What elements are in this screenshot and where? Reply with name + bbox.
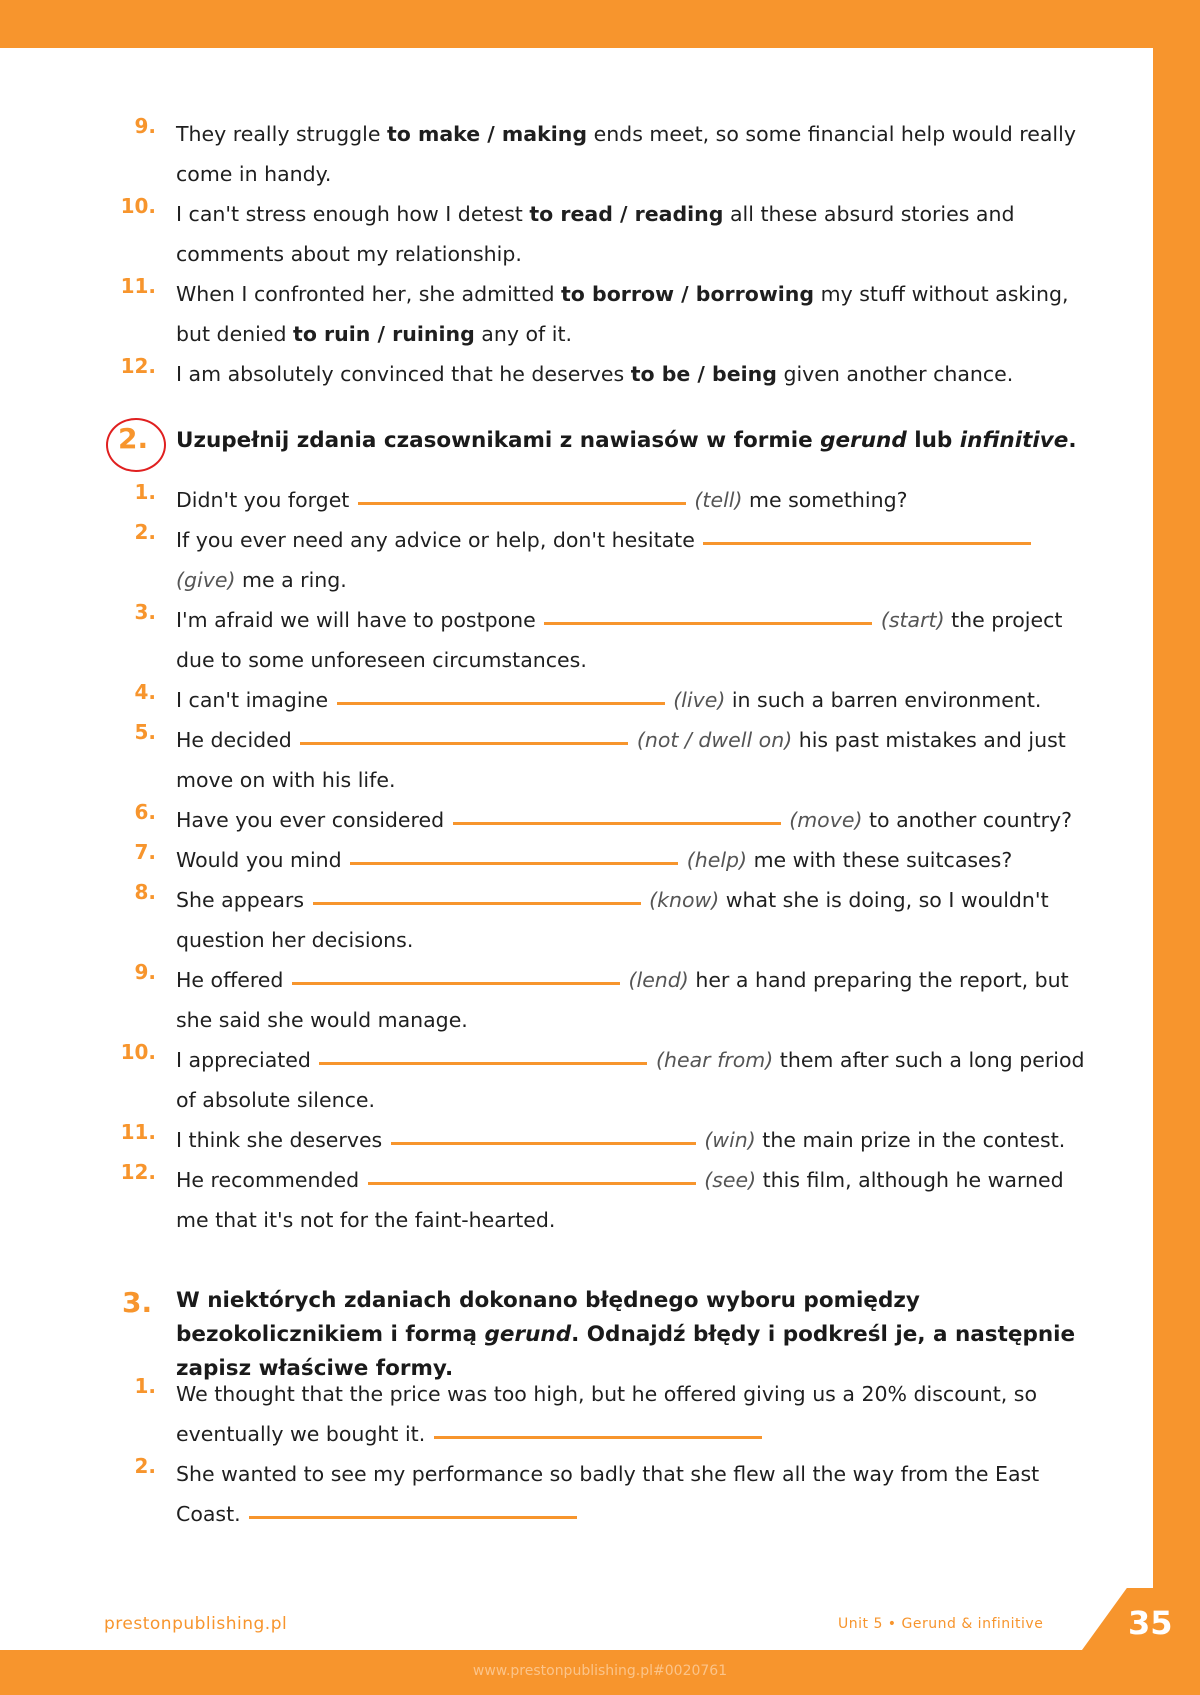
list-item xyxy=(0,1040,1153,1120)
answer-blank[interactable] xyxy=(434,1434,762,1439)
answer-blank[interactable] xyxy=(350,860,678,865)
answer-blank[interactable] xyxy=(391,1140,696,1145)
item-number: 1. xyxy=(134,1374,156,1398)
list-item xyxy=(0,1454,1153,1534)
sentence: I think she deserves (win) the main prize in the contest. xyxy=(176,1128,1066,1152)
item-number: 8. xyxy=(134,880,156,904)
answer-blank[interactable] xyxy=(368,1180,696,1185)
exercise1-list xyxy=(0,114,1153,394)
list-item xyxy=(0,1120,1153,1160)
item-number: 12. xyxy=(120,354,156,378)
sentence: We thought that the price was too high, but he offered giving us a 20% discount, so eventually we bought it. xyxy=(176,1382,1038,1446)
exercise-number: 3. xyxy=(122,1286,153,1319)
item-number: 9. xyxy=(134,960,156,984)
sentence: She wanted to see my performance so badly that she flew all the way from the East Coast. xyxy=(176,1462,1040,1526)
page-number: 35 xyxy=(1128,1604,1173,1642)
list-item xyxy=(0,680,1153,720)
item-number: 11. xyxy=(120,274,156,298)
item-number: 4. xyxy=(134,680,156,704)
sentence: Would you mind (help) me with these suitcases? xyxy=(176,848,1013,872)
sentence: I can't imagine (live) in such a barren environment. xyxy=(176,688,1042,712)
list-item xyxy=(0,960,1153,1040)
sentence: Didn't you forget (tell) me something? xyxy=(176,488,908,512)
sentence: I can't stress enough how I detest to read / reading all these absurd stories and comments about my relationship. xyxy=(176,202,1015,266)
watermark: www.prestonpublishing.pl#0020761 xyxy=(472,1663,728,1679)
list-item xyxy=(0,840,1153,880)
answer-blank[interactable] xyxy=(249,1514,577,1519)
item-number: 12. xyxy=(120,1160,156,1184)
list-item xyxy=(0,1160,1153,1240)
list-item xyxy=(0,720,1153,800)
list-item xyxy=(0,480,1153,520)
list-item xyxy=(0,880,1153,960)
item-number: 2. xyxy=(134,1454,156,1478)
item-number: 10. xyxy=(120,194,156,218)
item-number: 2. xyxy=(134,520,156,544)
answer-blank[interactable] xyxy=(544,620,872,625)
item-number: 5. xyxy=(134,720,156,744)
sentence: They really struggle to make / making ends meet, so some financial help would really come in handy. xyxy=(176,122,1076,186)
list-item xyxy=(0,194,1153,274)
item-number: 6. xyxy=(134,800,156,824)
list-item xyxy=(0,1374,1153,1454)
exercise-instruction: W niektórych zdaniach dokonano błędnego wyboru pomiędzy bezokolicznikiem i formą gerund. Odnajdź błędy i podkreśl je, a następnie zapisz właściwe formy. xyxy=(176,1288,1076,1381)
item-number: 9. xyxy=(134,114,156,138)
right-border xyxy=(1153,0,1200,1695)
answer-blank[interactable] xyxy=(703,540,1031,545)
sentence: He decided (not / dwell on) his past mistakes and just move on with his life. xyxy=(176,728,1066,792)
exercise-instruction: Uzupełnij zdania czasownikami z nawiasów w formie gerund lub infinitive. xyxy=(176,428,1077,453)
answer-blank[interactable] xyxy=(358,500,686,505)
list-item xyxy=(0,800,1153,840)
answer-blank[interactable] xyxy=(292,980,620,985)
item-number: 11. xyxy=(120,1120,156,1144)
footer-website[interactable]: prestonpublishing.pl xyxy=(104,1614,288,1634)
sentence: If you ever need any advice or help, don't hesitate (give) me a ring. xyxy=(176,520,1093,600)
answer-blank[interactable] xyxy=(337,700,665,705)
list-item xyxy=(0,114,1153,194)
sentence: He offered (lend) her a hand preparing the report, but she said she would manage. xyxy=(176,968,1069,1032)
footer-unit-title: Unit 5 • Gerund & infinitive xyxy=(838,1616,1044,1632)
answer-blank[interactable] xyxy=(453,820,781,825)
sentence: I'm afraid we will have to postpone (start) the project due to some unforeseen circumstances. xyxy=(176,608,1063,672)
sentence: She appears (know) what she is doing, so I wouldn't question her decisions. xyxy=(176,888,1049,952)
answer-blank[interactable] xyxy=(319,1060,647,1065)
top-border xyxy=(0,0,1200,48)
list-item xyxy=(0,520,1153,600)
item-number: 3. xyxy=(134,600,156,624)
list-item xyxy=(0,354,1153,394)
exercise-number: 2. xyxy=(118,422,149,455)
exercise3-list xyxy=(0,1374,1153,1534)
exercise2-list xyxy=(0,480,1153,1240)
list-item xyxy=(0,600,1153,680)
item-number: 7. xyxy=(134,840,156,864)
sentence: When I confronted her, she admitted to borrow / borrowing my stuff without asking, but denied to ruin / ruining any of it. xyxy=(176,282,1069,346)
item-number: 1. xyxy=(134,480,156,504)
list-item xyxy=(0,274,1153,354)
answer-blank[interactable] xyxy=(300,740,628,745)
answer-blank[interactable] xyxy=(313,900,641,905)
sentence: I am absolutely convinced that he deserves to be / being given another chance. xyxy=(176,362,1014,386)
sentence: He recommended (see) this film, although he warned me that it's not for the faint-hearted. xyxy=(176,1168,1064,1232)
item-number: 10. xyxy=(120,1040,156,1064)
sentence: Have you ever considered (move) to another country? xyxy=(176,808,1073,832)
sentence: I appreciated (hear from) them after such a long period of absolute silence. xyxy=(176,1048,1085,1112)
